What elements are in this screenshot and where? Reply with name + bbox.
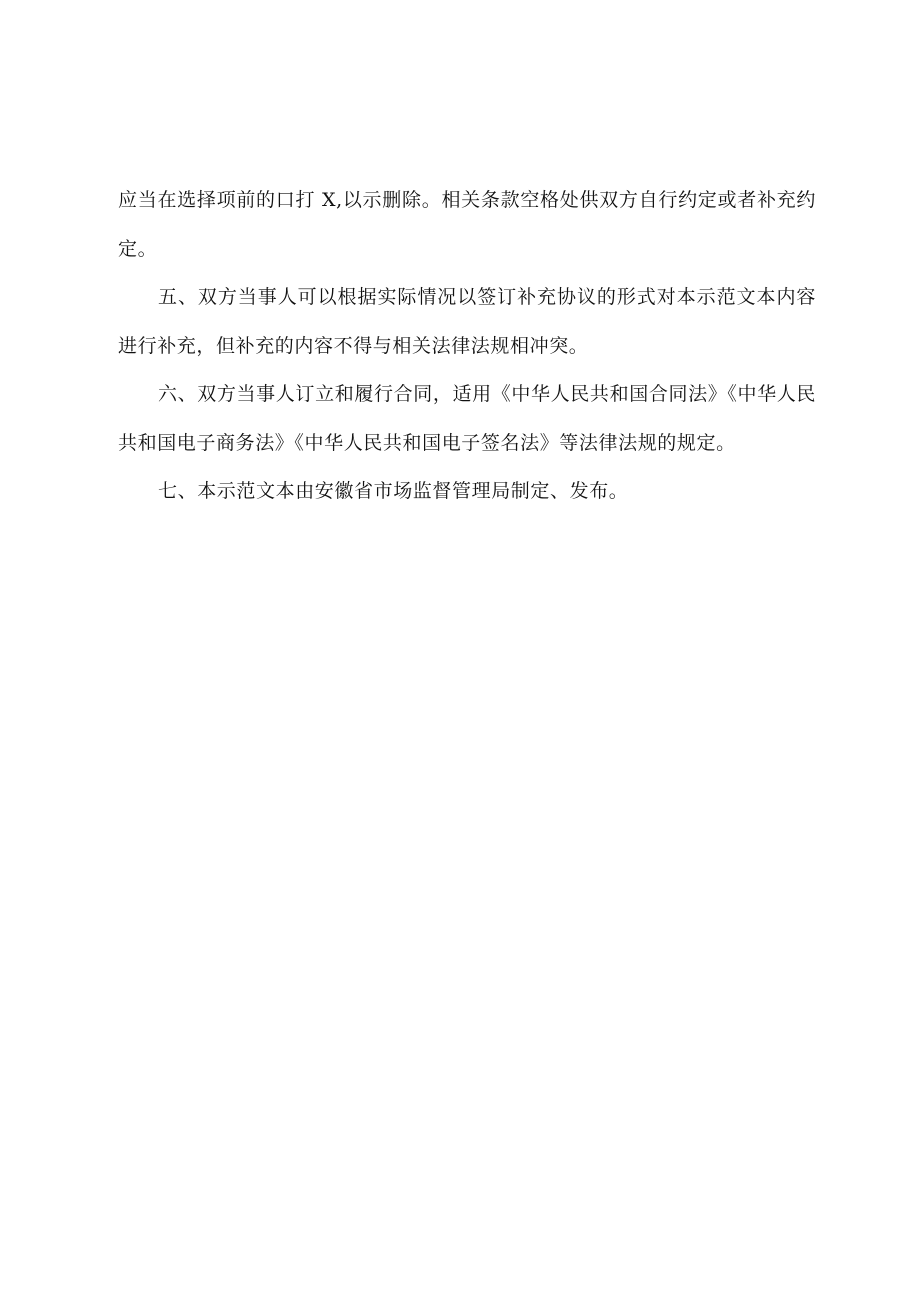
paragraph-item-5: 五、双方当事人可以根据实际情况以签订补充协议的形式对本示范文本内容进行补充，但补充的内容不得与相关法律法规相冲突。 — [118, 286, 816, 357]
paragraph-continuation: 应当在选择项前的口打 X,以示删除。相关条款空格处供双方自行约定或者补充约定。 — [118, 189, 816, 260]
paragraph-item-6: 六、双方当事人订立和履行合同，适用《中华人民共和国合同法》《中华人民共和国电子商务法》《中华人民共和国电子签名法》等法律法规的规定。 — [118, 383, 816, 454]
paragraph-item-7: 七、本示范文本由安徽省市场监督管理局制定、发布。 — [158, 480, 629, 502]
document-body — [118, 176, 816, 516]
